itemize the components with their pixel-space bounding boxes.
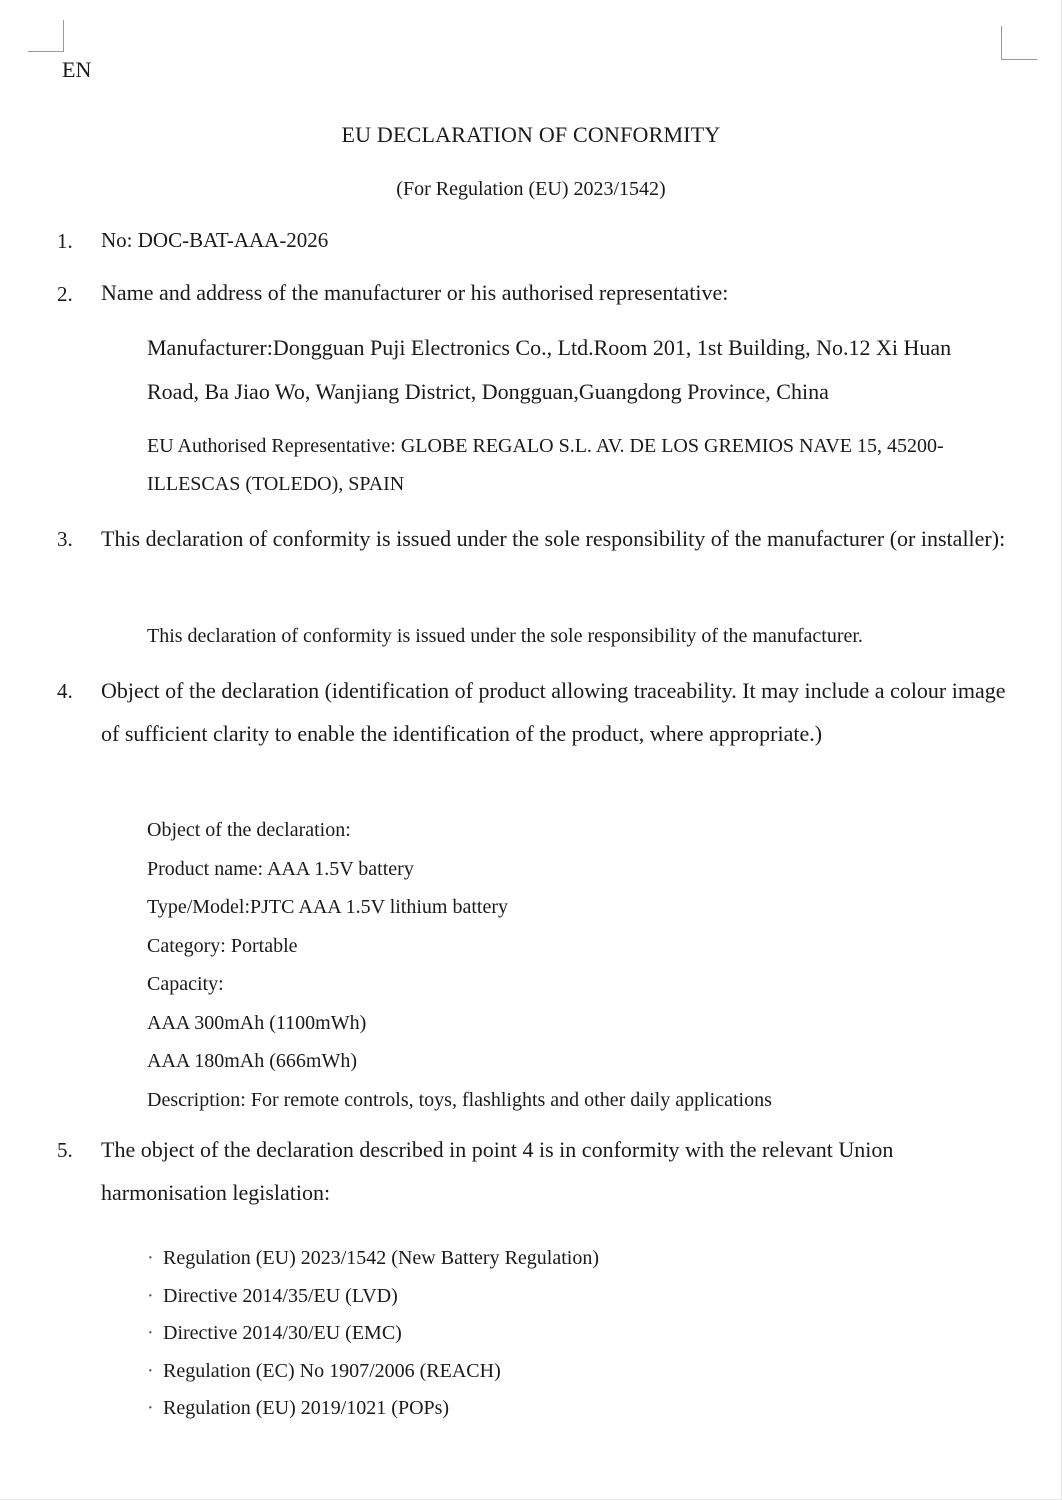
section-number: 3. bbox=[57, 527, 73, 551]
bullet-icon: · bbox=[147, 1322, 154, 1344]
legislation-list bbox=[147, 1240, 599, 1428]
document-subtitle: (For Regulation (EU) 2023/1542) bbox=[396, 178, 666, 200]
section-number: 4. bbox=[57, 679, 73, 703]
crop-mark-top-left-horizontal bbox=[28, 51, 64, 52]
section-text-object-heading: Object of the declaration (identification of product allowing traceability. It may include a colour image of sufficient clarity to enable the identification of the product, where appropriate.) bbox=[101, 678, 1006, 746]
section-number: 5. bbox=[57, 1138, 73, 1162]
authorised-representative: EU Authorised Representative: GLOBE REGALO S.L. AV. DE LOS GREMIOS NAVE 15, 45200-ILLESCAS (TOLEDO), SPAIN bbox=[147, 435, 944, 495]
crop-mark-top-right-vertical bbox=[1001, 26, 1002, 60]
legislation-item bbox=[147, 1240, 599, 1278]
document-title: EU DECLARATION OF CONFORMITY bbox=[341, 122, 721, 147]
object-line: Object of the declaration: bbox=[147, 819, 351, 841]
bullet-icon: · bbox=[147, 1284, 154, 1307]
section-text-legislation-heading: The object of the declaration described in point 4 is in conformity with the relevant Union harmonisation legislation: bbox=[101, 1137, 894, 1205]
legislation-item bbox=[147, 1278, 599, 1316]
legislation-text: Regulation (EU) 2023/1542 (New Battery Regulation) bbox=[163, 1247, 600, 1269]
object-line: AAA 300mAh (1100mWh) bbox=[147, 1011, 367, 1034]
section-text-declaration-number: No: DOC-BAT-AAA-2026 bbox=[101, 228, 329, 252]
object-details bbox=[147, 811, 1017, 1119]
object-line: Category: Portable bbox=[147, 934, 298, 957]
legislation-item bbox=[147, 1315, 599, 1353]
section-number: 1. bbox=[57, 229, 73, 253]
responsibility-statement: This declaration of conformity is issued under the sole responsibility of the manufacturer. bbox=[147, 625, 863, 647]
object-line: Description: For remote controls, toys, flashlights and other daily applications bbox=[147, 1088, 772, 1111]
section-text-responsibility-heading: This declaration of conformity is issued under the sole responsibility of the manufacturer (or installer): bbox=[101, 526, 1006, 551]
legislation-item bbox=[147, 1390, 599, 1428]
bullet-icon: · bbox=[147, 1359, 154, 1382]
manufacturer-address: Manufacturer:Dongguan Puji Electronics Co., Ltd.Room 201, 1st Building, No.12 Xi Huan Road, Ba Jiao Wo, Wanjiang District, Dongguan,Guangdong Province, China bbox=[147, 335, 952, 404]
section-text-manufacturer-heading: Name and address of the manufacturer or his authorised representative: bbox=[101, 280, 729, 305]
legislation-text: Regulation (EU) 2019/1021 (POPs) bbox=[163, 1397, 450, 1419]
crop-mark-top-left-vertical bbox=[63, 20, 64, 52]
legislation-text: Directive 2014/30/EU (EMC) bbox=[163, 1322, 402, 1344]
section-number: 2. bbox=[57, 282, 73, 306]
language-code: EN bbox=[62, 57, 92, 82]
object-line: Capacity: bbox=[147, 973, 224, 995]
bullet-icon: · bbox=[147, 1397, 154, 1419]
legislation-text: Directive 2014/35/EU (LVD) bbox=[163, 1284, 398, 1307]
crop-mark-top-right-horizontal bbox=[1001, 59, 1037, 60]
legislation-text: Regulation (EC) No 1907/2006 (REACH) bbox=[163, 1359, 501, 1382]
object-line: Product name: AAA 1.5V battery bbox=[147, 857, 414, 880]
object-line: Type/Model:PJTC AAA 1.5V lithium battery bbox=[147, 896, 509, 918]
object-line: AAA 180mAh (666mWh) bbox=[147, 1050, 357, 1072]
legislation-item bbox=[147, 1353, 599, 1391]
bullet-icon: · bbox=[147, 1247, 154, 1269]
